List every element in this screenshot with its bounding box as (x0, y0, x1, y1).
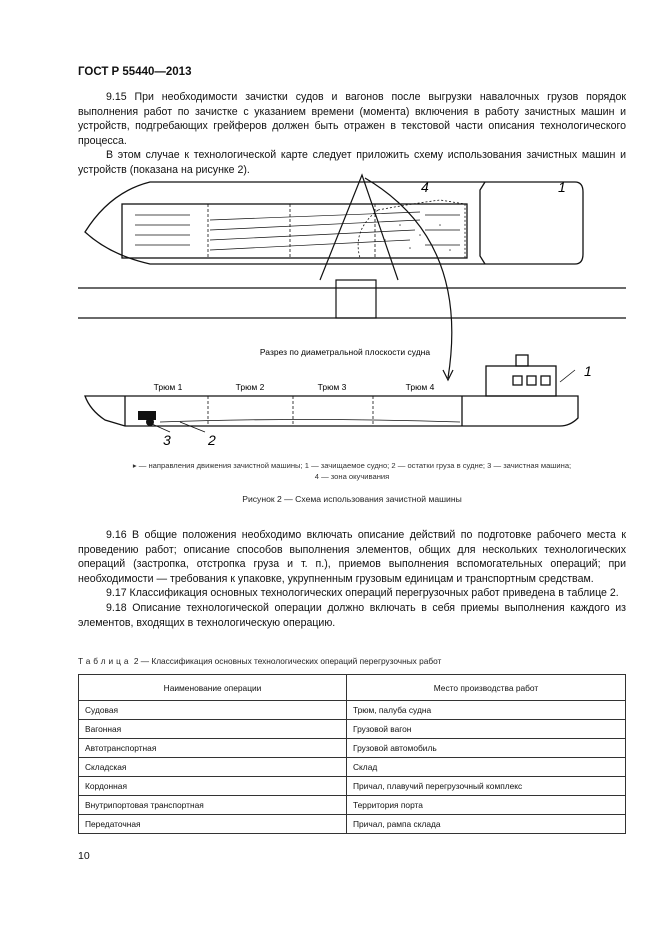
column-header: Место производства работ (347, 675, 626, 701)
table-header-row (79, 675, 626, 701)
table-cell: Внутрипортовая транспортная (79, 796, 347, 815)
table-caption-text: 2 — Классификация основных технологических операций перегрузочных работ (133, 656, 442, 666)
table-cell: Судовая (79, 701, 347, 720)
hold-3-label: Трюм 3 (317, 382, 347, 392)
table-cell: Вагонная (79, 720, 347, 739)
table-row (79, 796, 626, 815)
document-header: ГОСТ Р 55440—2013 (78, 66, 192, 78)
legend-item-2: 2 — остатки груза в судне; (391, 461, 486, 470)
table-cell: Территория порта (347, 796, 626, 815)
page-number: 10 (78, 850, 90, 862)
table-cell: Причал, рампа склада (347, 815, 626, 834)
table-cell: Трюм, палуба судна (347, 701, 626, 720)
hold-2-label: Трюм 2 (235, 382, 265, 392)
table-cell: Грузовой вагон (347, 720, 626, 739)
cleaning-machine-icon (138, 411, 156, 426)
table-caption (78, 656, 441, 666)
callout-1-side: 1 (584, 363, 592, 379)
text-block-bottom (78, 528, 626, 630)
paragraph-9-15-cont: В этом случае к технологической карте следует приложить схему использования зачистных машин и устройств (показана на рисунке 2). (78, 149, 626, 176)
table-row (79, 777, 626, 796)
table-cell: Складская (79, 758, 347, 777)
legend-arrow: ▸ — направления движения зачистной машины; (132, 461, 303, 470)
column-header: Наименование операции (79, 675, 347, 701)
legend-item-1: 1 — зачищаемое судно; (304, 461, 390, 470)
table-cell: Передаточная (79, 815, 347, 834)
ship-top-view (85, 182, 583, 264)
callout-2: 2 (208, 432, 216, 448)
paragraph-9-17: 9.17 Классификация основных технологических операций перегрузочных работ приведена в таблице 2. (106, 587, 619, 600)
zone-dots (384, 224, 451, 251)
callout-4: 4 (421, 179, 429, 195)
table-cell: Склад (347, 758, 626, 777)
callout-3: 3 (163, 432, 171, 448)
figure-2-diagram (0, 170, 661, 455)
paragraph-9-18: 9.18 Описание технологической операции должно включать в себя приемы выполнения каждого из элементов, входящих в технологическую операцию. (78, 601, 626, 629)
paragraph-9-16: 9.16 В общие положения необходимо включать описание действий по подготовке рабочего места к проведению работ; описание способов выполнения элементов, общих для нескольких технологических операций (застропка, отстропка груза и т. п.), приемов выполнения вспомогательных операций; при необходимости — требования к упаковке, укрупненным грузовым единицам и транспортным средствам. (78, 529, 626, 585)
table-row (79, 815, 626, 834)
legend-item-3: 3 — зачистная машина; (487, 461, 572, 470)
figure-caption: Рисунок 2 — Схема использования зачистной машины (242, 494, 462, 504)
table-caption-word: Таблица (78, 656, 132, 666)
table-cell: Грузовой автомобиль (347, 739, 626, 758)
operations-table (78, 674, 626, 834)
legend-item-4: 4 — зона окучивания (314, 472, 390, 481)
table-row (79, 739, 626, 758)
table-cell: Кордонная (79, 777, 347, 796)
callout-1-top: 1 (558, 179, 566, 195)
table-cell: Причал, плавучий перегрузочный комплекс (347, 777, 626, 796)
section-label: Разрез по диаметральной плоскости судна (259, 347, 431, 357)
figure-legend (78, 460, 626, 482)
hold-4-label: Трюм 4 (405, 382, 435, 392)
table-row (79, 701, 626, 720)
arrows-movement (135, 212, 460, 250)
table-cell: Автотранспортная (79, 739, 347, 758)
text-block-top (78, 90, 626, 178)
table-row (79, 720, 626, 739)
table-row (79, 758, 626, 777)
paragraph-9-15: 9.15 При необходимости зачистки судов и вагонов после выгрузки навалочных грузов порядок выполнения работ по зачистке с указанием времени (момента) включения в работу зачистных машин и устройств, подгребающих грейферов должен быть отражен в текстовой части описания технологического процесса. (78, 91, 626, 147)
hold-1-label: Трюм 1 (153, 382, 183, 392)
